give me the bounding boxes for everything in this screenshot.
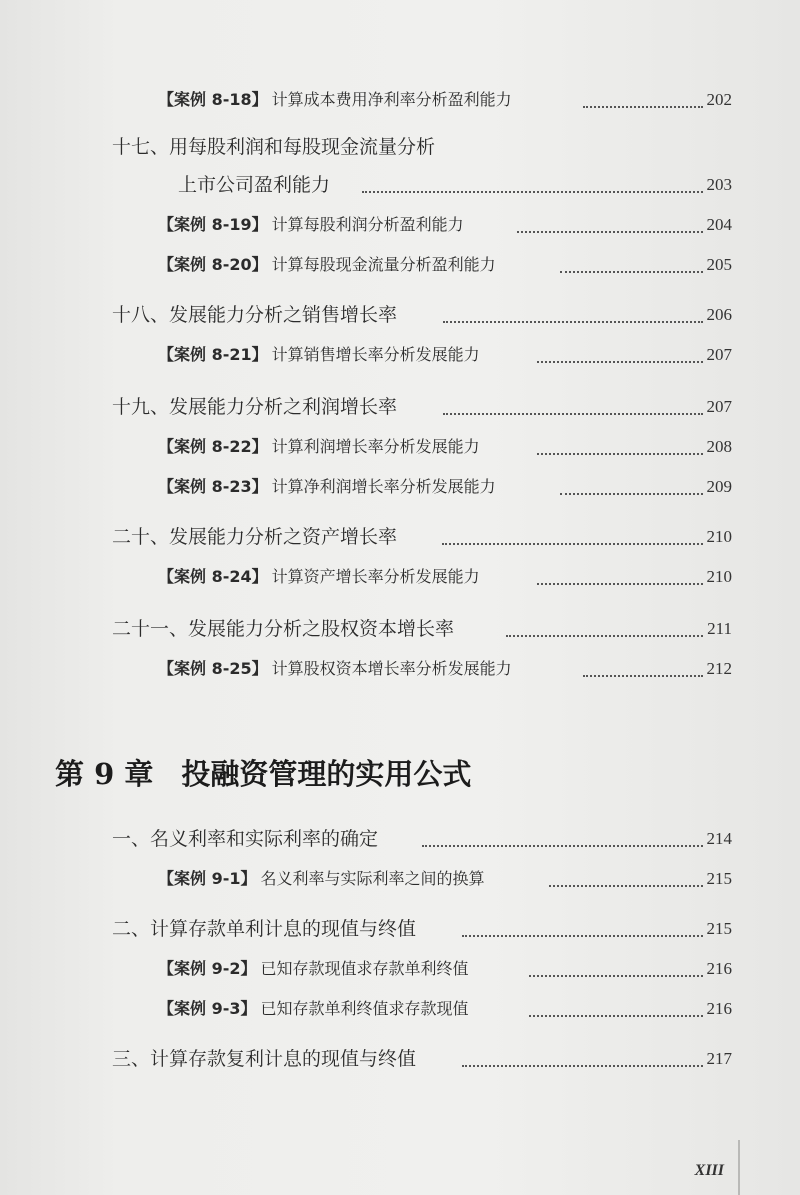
- page-number: 208: [706, 437, 732, 456]
- leader-dots: [506, 635, 703, 637]
- page-number: 207: [706, 397, 732, 416]
- case-title: 计算成本费用净利率分析盈利能力: [271, 90, 512, 109]
- case-tag: 【案例 9-3】: [158, 999, 257, 1018]
- case-label: [158, 431, 480, 463]
- leader-dots: [583, 675, 703, 677]
- case-tag: 【案例 8-25】: [158, 659, 268, 678]
- case-title: 计算销售增长率分析发展能力: [271, 345, 480, 364]
- case-title: 计算每股利润分析盈利能力: [271, 215, 464, 234]
- toc-case-entry: [0, 339, 800, 371]
- case-tag: 【案例 8-23】: [158, 477, 268, 496]
- toc-case-entry: [0, 249, 800, 281]
- toc-case-entry: [0, 863, 800, 895]
- case-label: [158, 993, 469, 1025]
- case-label: [158, 471, 496, 503]
- case-title: 计算股权资本增长率分析发展能力: [271, 659, 512, 678]
- chapter-number: 第 9 章: [55, 757, 154, 791]
- page-number: 204: [706, 215, 732, 234]
- leader-dots: [560, 271, 703, 273]
- leader-dots: [583, 106, 703, 108]
- page-number: 210: [706, 567, 732, 586]
- case-tag: 【案例 8-18】: [158, 90, 268, 109]
- page-number: 211: [707, 619, 732, 638]
- page-number: 215: [706, 869, 732, 888]
- toc-section-entry: [0, 299, 800, 331]
- section-title: 二、计算存款单利计息的现值与终值: [112, 918, 417, 940]
- case-tag: 【案例 8-21】: [158, 345, 268, 364]
- case-label: [158, 339, 480, 371]
- case-title: 计算净利润增长率分析发展能力: [271, 477, 496, 496]
- section-title: 二十、发展能力分析之资产增长率: [112, 526, 398, 548]
- toc-section-entry: [0, 613, 800, 645]
- case-tag: 【案例 8-24】: [158, 567, 268, 586]
- section-title: 十七、用每股利润和每股现金流量分析: [112, 136, 436, 158]
- leader-dots: [443, 413, 703, 415]
- section-title: 十八、发展能力分析之销售增长率: [112, 304, 398, 326]
- toc-case-entry: [0, 561, 800, 593]
- page-number: 202: [706, 90, 732, 109]
- toc-section-entry: [0, 823, 800, 855]
- leader-dots: [529, 975, 703, 977]
- page-number: 207: [706, 345, 732, 364]
- leader-dots: [362, 191, 703, 193]
- toc-case-entry: [0, 84, 800, 116]
- case-tag: 【案例 8-19】: [158, 215, 268, 234]
- toc-section-entry: [0, 131, 800, 163]
- leader-dots: [517, 231, 703, 233]
- toc-case-entry: [0, 209, 800, 241]
- toc-case-entry: [0, 653, 800, 685]
- page-number: 217: [706, 1049, 732, 1068]
- section-title: 二十一、发展能力分析之股权资本增长率: [112, 618, 455, 640]
- case-label: [158, 953, 469, 985]
- page-number: 214: [706, 829, 732, 848]
- leader-dots: [422, 845, 703, 847]
- section-title: 上市公司盈利能力: [178, 174, 331, 196]
- toc-section-entry: [0, 913, 800, 945]
- case-title: 名义利率与实际利率之间的换算: [260, 869, 485, 888]
- page-number: 216: [706, 959, 732, 978]
- case-tag: 【案例 8-22】: [158, 437, 268, 456]
- chapter-title: 投融资管理的实用公式: [181, 757, 472, 791]
- leader-dots: [537, 583, 703, 585]
- page-number: 205: [706, 255, 732, 274]
- section-title: 三、计算存款复利计息的现值与终值: [112, 1048, 417, 1070]
- case-label: [158, 249, 496, 281]
- toc-case-entry: [0, 993, 800, 1025]
- case-label: [158, 561, 480, 593]
- section-title: 十九、发展能力分析之利润增长率: [112, 396, 398, 418]
- toc-section-entry: [0, 1043, 800, 1075]
- toc-section-entry: [0, 169, 800, 201]
- page-number: 212: [706, 659, 732, 678]
- leader-dots: [529, 1015, 703, 1017]
- toc-section-entry: [0, 521, 800, 553]
- leader-dots: [537, 453, 703, 455]
- case-tag: 【案例 9-1】: [158, 869, 257, 888]
- leader-dots: [537, 361, 703, 363]
- toc-case-entry: [0, 431, 800, 463]
- toc-section-entry: [0, 391, 800, 423]
- leader-dots: [462, 935, 703, 937]
- case-title: 已知存款现值求存款单利终值: [260, 959, 469, 978]
- leader-dots: [442, 543, 703, 545]
- chapter-heading: [55, 752, 471, 793]
- case-label: [158, 863, 485, 895]
- page-number: 210: [706, 527, 732, 546]
- case-title: 已知存款单利终值求存款现值: [260, 999, 469, 1018]
- leader-dots: [560, 493, 703, 495]
- case-tag: 【案例 9-2】: [158, 959, 257, 978]
- case-title: 计算利润增长率分析发展能力: [271, 437, 480, 456]
- case-title: 计算资产增长率分析发展能力: [271, 567, 480, 586]
- case-title: 计算每股现金流量分析盈利能力: [271, 255, 496, 274]
- toc-case-entry: [0, 471, 800, 503]
- page-number: 203: [706, 175, 732, 194]
- page-number: 216: [706, 999, 732, 1018]
- case-label: [158, 209, 464, 241]
- section-title: 一、名义利率和实际利率的确定: [112, 828, 379, 850]
- leader-dots: [462, 1065, 703, 1067]
- case-label: [158, 84, 512, 116]
- page-number: 206: [706, 305, 732, 324]
- leader-dots: [549, 885, 703, 887]
- page-number: 215: [706, 919, 732, 938]
- page-folio: XIII: [694, 1162, 724, 1179]
- leader-dots: [443, 321, 703, 323]
- folio-rule: [738, 1140, 740, 1195]
- toc-case-entry: [0, 953, 800, 985]
- case-tag: 【案例 8-20】: [158, 255, 268, 274]
- page-number: 209: [706, 477, 732, 496]
- case-label: [158, 653, 512, 685]
